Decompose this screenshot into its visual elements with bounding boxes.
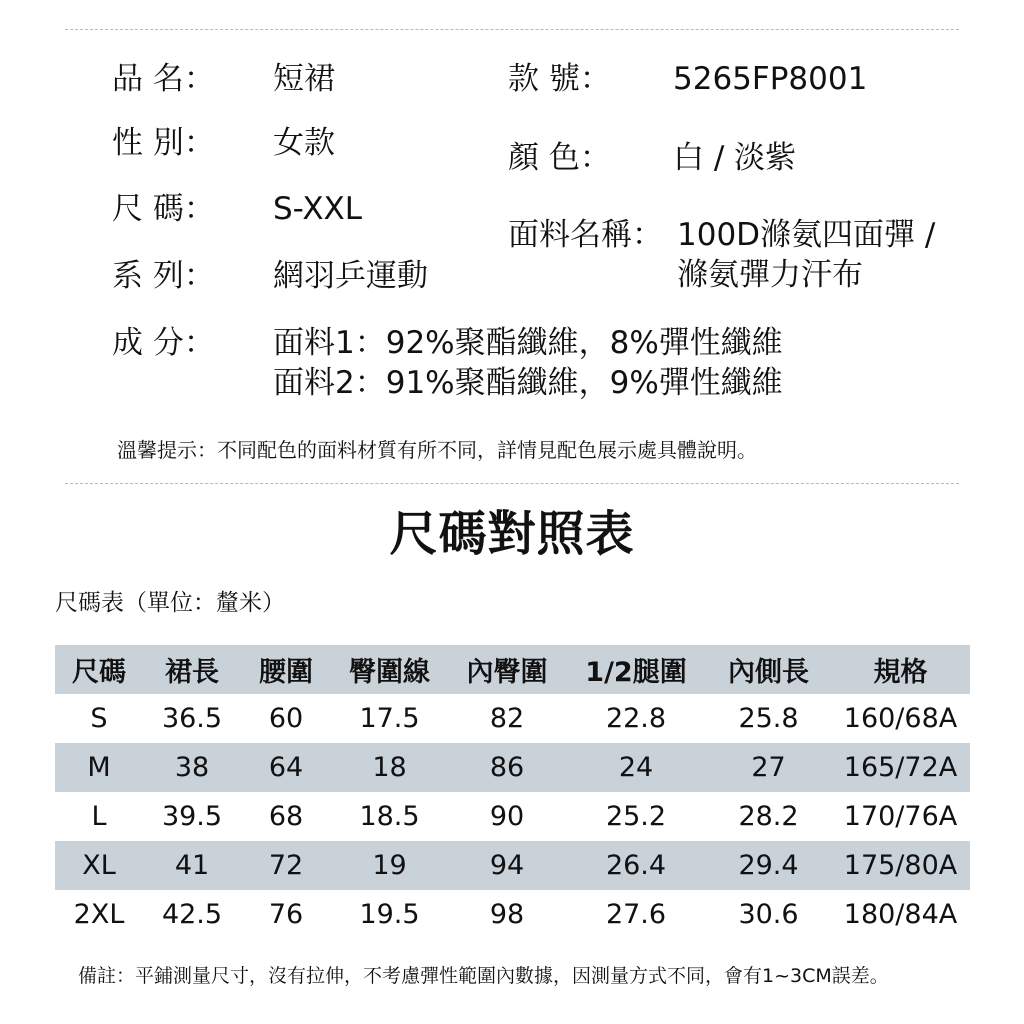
table-cell: 2XL	[73, 899, 125, 930]
table-header-cell: 臀圍線	[349, 657, 430, 688]
table-cell: S	[90, 703, 108, 734]
table-cell: 39.5	[161, 801, 223, 832]
table-header-cell: 1/2腿圍	[585, 657, 687, 688]
table-cell: 18.5	[359, 801, 420, 832]
style-value: 5265FP8001	[673, 61, 868, 97]
table-cell: 90	[489, 801, 525, 832]
fabric-line-2: 滌氨彈力汗布	[677, 257, 863, 293]
table-cell: 64	[268, 752, 304, 783]
table-cell: 170/76A	[843, 801, 958, 832]
table-row	[55, 792, 970, 841]
table-cell: 36.5	[161, 703, 223, 734]
table-header-cell: 內臀圍	[466, 657, 548, 688]
table-cell: 180/84A	[843, 899, 958, 930]
size-chart-title: 尺碼對照表	[389, 506, 635, 562]
table-cell: 38	[174, 752, 210, 783]
size-label: 尺 碼：	[112, 191, 215, 227]
color-label: 顏 色：	[508, 140, 611, 176]
table-cell: 175/80A	[843, 850, 958, 881]
table-row	[55, 841, 970, 890]
table-cell: 25.2	[605, 801, 667, 832]
table-cell: 41	[174, 850, 210, 881]
table-cell: XL	[82, 850, 116, 881]
table-cell: 82	[489, 703, 525, 734]
table-cell: 27	[751, 752, 786, 783]
name-label: 品 名：	[112, 61, 215, 97]
table-row	[55, 743, 970, 792]
table-cell: 60	[268, 703, 304, 734]
middle-divider	[65, 483, 959, 484]
unit-caption: 尺碼表（單位：釐米）	[55, 590, 285, 616]
size-value: S-XXL	[273, 191, 363, 227]
table-cell: 28.2	[738, 801, 799, 832]
style-label: 款 號：	[508, 61, 611, 97]
composition-label: 成 分：	[112, 325, 215, 361]
series-label: 系 列：	[112, 258, 215, 294]
table-cell: 19.5	[359, 899, 420, 930]
table-cell: 86	[489, 752, 525, 783]
gender-label: 性 別：	[112, 125, 215, 161]
table-cell: 27.6	[605, 899, 667, 930]
table-header-cell: 尺碼	[72, 657, 126, 688]
table-cell: 42.5	[161, 899, 223, 930]
table-header-cell: 腰圍	[259, 657, 313, 688]
table-cell: 22.8	[605, 703, 667, 734]
table-cell: 25.8	[738, 703, 799, 734]
fabric-line-1: 100D滌氨四面彈 /	[677, 217, 936, 253]
table-cell: 68	[268, 801, 304, 832]
table-header-row	[55, 645, 970, 694]
table-cell: 72	[268, 850, 304, 881]
composition-line-2: 面料2：91%聚酯纖維，9%彈性纖維	[273, 365, 783, 401]
table-header-cell: 規格	[873, 657, 928, 688]
top-divider	[65, 29, 959, 30]
table-cell: 94	[489, 850, 525, 881]
table-cell: 24	[618, 752, 654, 783]
footnote: 備註：平鋪測量尺寸，沒有拉伸，不考慮彈性範圍內數據，因測量方式不同，會有1~3CM誤差。	[78, 965, 889, 987]
gender-value: 女款	[273, 125, 335, 161]
table-row	[55, 694, 970, 743]
table-cell: 98	[489, 899, 525, 930]
table-cell: 76	[268, 899, 304, 930]
table-cell: L	[91, 801, 107, 832]
table-cell: 29.4	[738, 850, 799, 881]
fabric-label: 面料名稱：	[508, 217, 663, 253]
table-cell: 160/68A	[843, 703, 958, 734]
color-value: 白 / 淡紫	[673, 140, 797, 176]
tip-text: 溫馨提示：不同配色的面料材質有所不同，詳情見配色展示處具體說明。	[117, 438, 757, 462]
table-cell: M	[87, 752, 111, 783]
composition-line-1: 面料1：92%聚酯纖維，8%彈性纖維	[273, 325, 783, 361]
table-cell: 17.5	[359, 703, 420, 734]
table-cell: 26.4	[605, 850, 667, 881]
table-header-cell: 裙長	[165, 657, 219, 688]
table-row	[55, 890, 970, 939]
size-table	[55, 645, 970, 939]
table-cell: 19	[372, 850, 407, 881]
table-cell: 165/72A	[843, 752, 958, 783]
table-cell: 18	[372, 752, 407, 783]
table-cell: 30.6	[738, 899, 799, 930]
table-header-cell: 內側長	[728, 657, 809, 688]
series-value: 網羽乒運動	[273, 258, 428, 294]
name-value: 短裙	[273, 61, 335, 97]
